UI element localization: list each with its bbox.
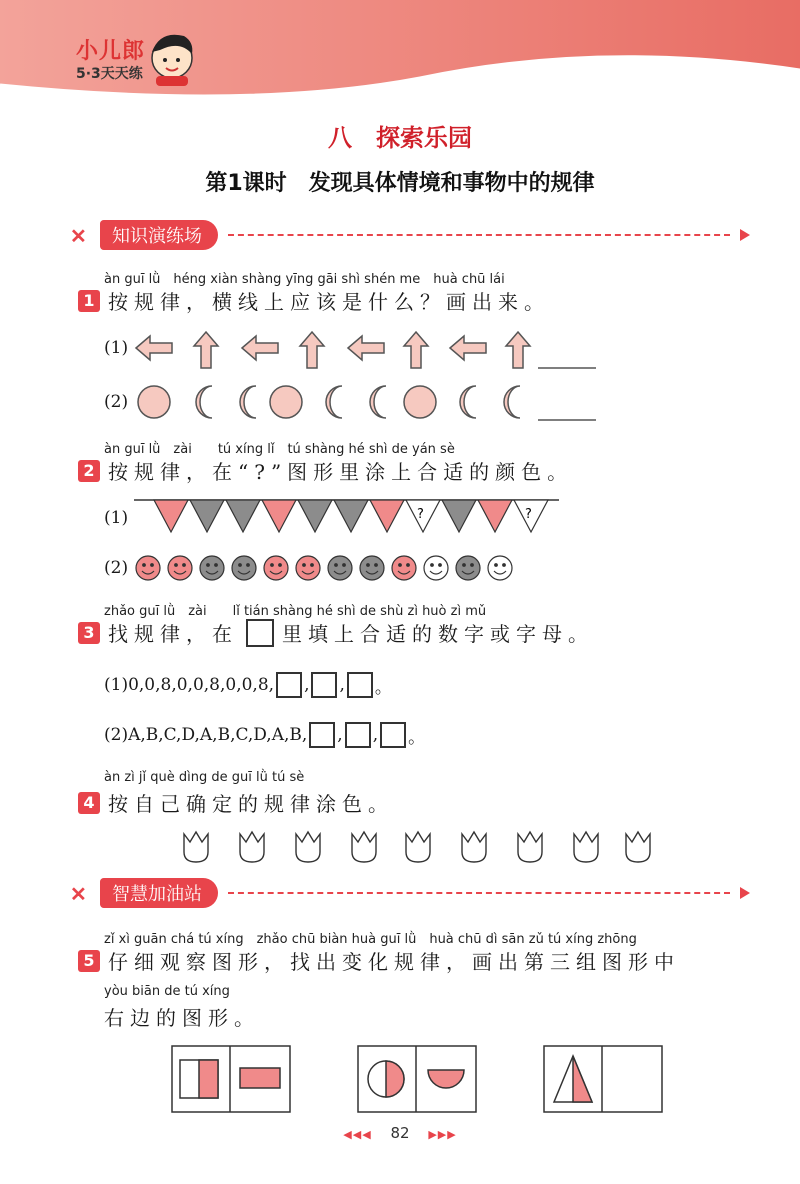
flag-gray <box>298 500 332 532</box>
arrow-up-icon <box>506 332 530 368</box>
separator: , <box>372 725 379 745</box>
answer-box-sample <box>246 619 274 647</box>
q2-face-sequence <box>134 552 534 586</box>
q3-part2 <box>104 722 425 748</box>
flag-gray <box>442 500 476 532</box>
q5-prompt <box>78 946 680 975</box>
q1-text: 按规律，横线上应该是什么？画出来。 <box>108 290 550 314</box>
q1-number: 1 <box>78 290 100 312</box>
q4-text: 按自己确定的规律涂色。 <box>108 792 394 816</box>
answer-box[interactable] <box>345 722 371 748</box>
shape-group-1 <box>172 1046 290 1112</box>
arrow-left-icon <box>348 336 384 360</box>
unit-title: 八 探索乐园 <box>328 124 472 152</box>
tulip-outline-icon <box>518 832 542 862</box>
tulip-outline-icon <box>352 832 376 862</box>
crescent-moon-icon <box>240 386 256 418</box>
q1-part1-label: (1) <box>104 338 129 358</box>
q1-part2-label: (2) <box>104 392 129 412</box>
shape-group-3 <box>544 1046 662 1112</box>
section-label: 知识演练场 <box>100 220 218 250</box>
q1-pinyin: àn guī lǜ héng xiàn shàng yīng gāi shì shén me huà chū lái <box>104 272 505 287</box>
tulip-outline-icon <box>240 832 264 862</box>
lesson-title: 第1课时 发现具体情境和事物中的规律 <box>205 171 595 196</box>
q5-shape-groups <box>170 1044 670 1116</box>
smiley-face-gray-icon <box>200 556 224 580</box>
q5-number: 5 <box>78 950 100 972</box>
answer-box[interactable] <box>276 672 302 698</box>
flag-gray <box>226 500 260 532</box>
q2-prompt <box>78 456 573 485</box>
flag-gray <box>190 500 224 532</box>
crescent-moon-icon <box>370 386 386 418</box>
smiley-face-gray-icon <box>328 556 352 580</box>
crescent-moon-icon <box>460 386 476 418</box>
q1-prompt <box>78 286 550 315</box>
q5-text-line2: 右边的图形。 <box>104 1006 260 1030</box>
filled-rectangle <box>240 1068 280 1088</box>
arrow-up-icon <box>194 332 218 368</box>
section-mark-icon: ✕ <box>70 882 87 906</box>
q3-part1-sequence: (1)0,0,8,0,0,8,0,0,8, <box>104 675 275 695</box>
q3-text-b: 里填上合适的数字或字母。 <box>282 622 594 646</box>
left-triangles-icon: ◀◀◀ <box>343 1128 372 1141</box>
full-moon-icon <box>138 386 170 418</box>
smiley-face-pink-icon <box>264 556 288 580</box>
tulip-outline-icon <box>184 832 208 862</box>
tulip-outline-icon <box>626 832 650 862</box>
q5-pinyin-line2: yòu biān de tú xíng <box>104 984 230 999</box>
smiley-face-blank-icon <box>424 556 448 580</box>
q2-pinyin: àn guī lǜ zài tú xíng lǐ tú shàng hé shì de yán sè <box>104 442 455 457</box>
right-triangles-icon: ▶▶▶ <box>428 1128 457 1141</box>
arrow-right-icon <box>740 229 750 241</box>
q1-moon-sequence <box>134 380 604 426</box>
flag-pink <box>478 500 512 532</box>
terminator: 。 <box>408 727 426 748</box>
q4-tulip-row <box>178 828 658 868</box>
arrow-right-icon <box>740 887 750 899</box>
crescent-moon-icon <box>326 386 342 418</box>
section-header-challenge <box>70 878 750 908</box>
q2-part1-label: (1) <box>104 508 129 528</box>
answer-box[interactable] <box>311 672 337 698</box>
terminator: 。 <box>374 677 392 698</box>
smiley-face-gray-icon <box>456 556 480 580</box>
tulip-outline-icon <box>406 832 430 862</box>
smiley-face-blank-icon <box>488 556 512 580</box>
smiley-face-pink-icon <box>136 556 160 580</box>
q3-part1 <box>104 672 392 698</box>
q2-flag-sequence <box>134 496 564 540</box>
separator: , <box>339 675 345 695</box>
q5-pinyin: zǐ xì guān chá tú xíng zhǎo chū biàn huà guī lǜ huà chū dì sān zǔ tú xíng zhōng <box>104 932 637 947</box>
q4-pinyin: àn zì jǐ què dìng de guī lǜ tú sè <box>104 770 305 785</box>
section-header-practice <box>70 220 750 250</box>
section-divider <box>228 234 730 236</box>
page-footer <box>0 1124 800 1142</box>
separator: , <box>337 725 343 745</box>
section-mark-icon: ✕ <box>70 224 87 248</box>
shape-group-2 <box>358 1046 476 1112</box>
q3-prompt <box>78 618 594 647</box>
full-moon-icon <box>404 386 436 418</box>
arrow-left-icon <box>242 336 278 360</box>
filled-semicircle <box>428 1070 464 1088</box>
arrow-up-icon <box>404 332 428 368</box>
q4-number: 4 <box>78 792 100 814</box>
arrow-left-icon <box>136 336 172 360</box>
section-divider <box>228 892 730 894</box>
tulip-outline-icon <box>574 832 598 862</box>
q2-part2-label: (2) <box>104 558 129 578</box>
arrow-left-icon <box>450 336 486 360</box>
answer-box[interactable] <box>309 722 335 748</box>
brand-name: 小儿郎 <box>76 39 146 64</box>
separator: , <box>304 675 310 695</box>
answer-box[interactable] <box>380 722 406 748</box>
section-label: 智慧加油站 <box>100 878 218 908</box>
flag-pink <box>154 500 188 532</box>
q1-arrow-sequence <box>134 328 604 372</box>
q3-pinyin: zhǎo guī lǜ zài lǐ tián shàng hé shì de shù zì huò zì mǔ <box>104 604 487 619</box>
smiley-face-pink-icon <box>392 556 416 580</box>
q4-prompt <box>78 788 394 817</box>
crescent-moon-icon <box>504 386 520 418</box>
full-moon-icon <box>270 386 302 418</box>
crescent-moon-icon <box>196 386 212 418</box>
arrow-up-icon <box>300 332 324 368</box>
flag-pink <box>370 500 404 532</box>
answer-box[interactable] <box>347 672 373 698</box>
q3-text-a: 找规律，在 <box>108 622 238 646</box>
brand-logo <box>76 34 145 83</box>
q2-number: 2 <box>78 460 100 482</box>
q5-text: 仔细观察图形，找出变化规律，画出第三组图形中 <box>108 950 680 974</box>
flag-question-mark: ? <box>417 507 424 522</box>
flag-question-mark: ? <box>525 507 532 522</box>
flag-pink <box>262 500 296 532</box>
q3-number: 3 <box>78 622 100 644</box>
page-number: 82 <box>390 1124 410 1142</box>
smiley-face-pink-icon <box>168 556 192 580</box>
brand-series: 5·3天天练 <box>76 66 143 82</box>
mascot-logo <box>152 35 192 86</box>
flag-gray <box>334 500 368 532</box>
q3-part2-sequence: (2)A,B,C,D,A,B,C,D,A,B, <box>104 725 308 745</box>
smiley-face-gray-icon <box>360 556 384 580</box>
smiley-face-gray-icon <box>232 556 256 580</box>
q2-text: 按规律，在“?”图形里涂上合适的颜色。 <box>108 460 574 484</box>
smiley-face-pink-icon <box>296 556 320 580</box>
tulip-outline-icon <box>296 832 320 862</box>
answer-area <box>606 1050 658 1108</box>
tulip-outline-icon <box>462 832 486 862</box>
